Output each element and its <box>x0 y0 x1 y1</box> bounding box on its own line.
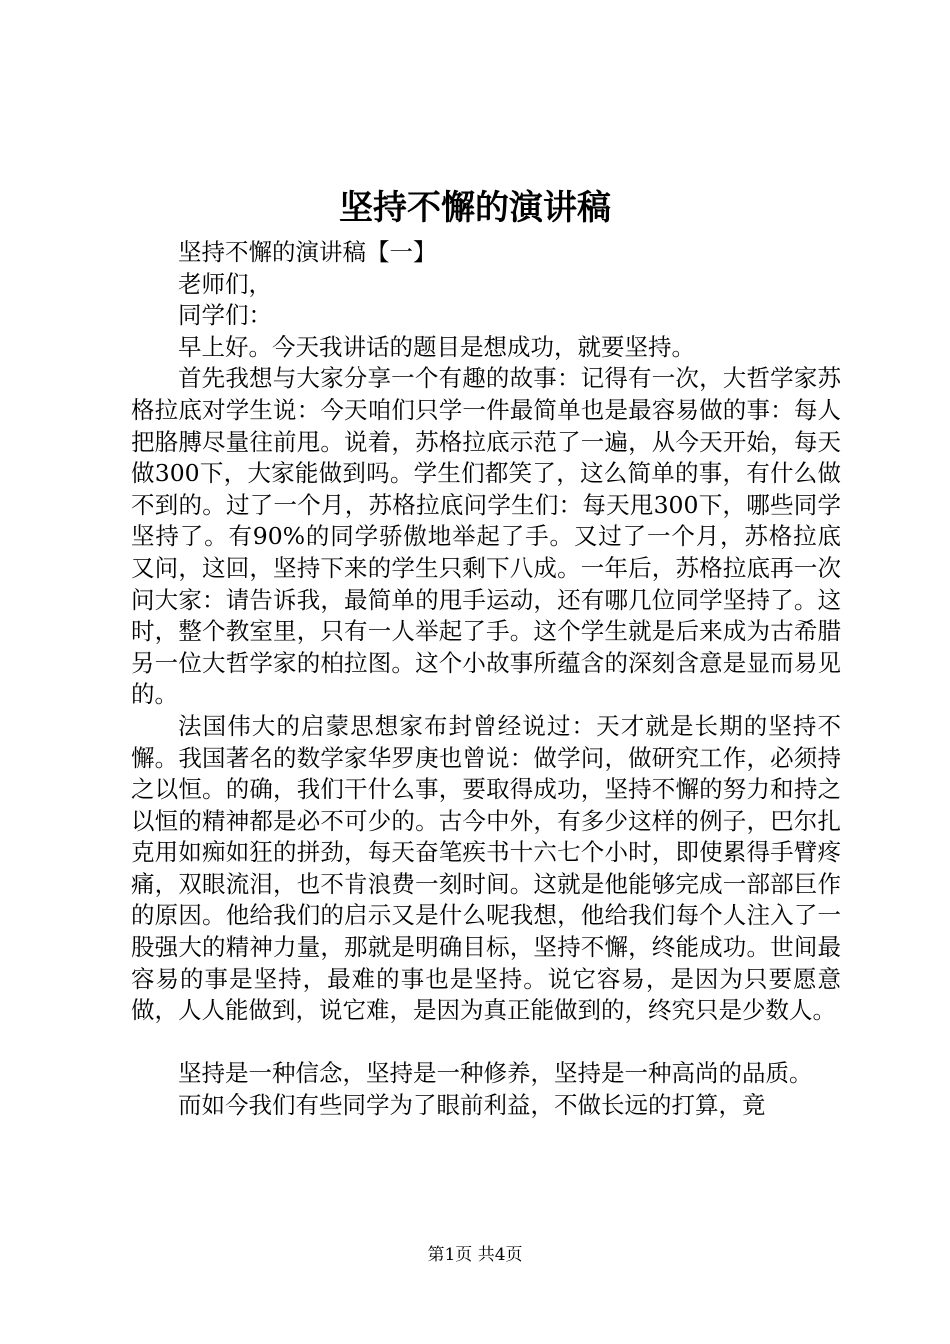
quotes-paragraph: 法国伟大的启蒙思想家布封曾经说过：天才就是长期的坚持不懈。我国著名的数学家华罗庚也曾说：做学问，做研究工作，必须持之以恒。的确，我们干什么事，要取得成功，坚持不懈的努力和持之以恒的精神都是必不可少的。古今中外，有多少这样的例子，巴尔扎克用如痴如狂的拼劲，每天奋笔疾书十六七个小时，即使累得手臂疼痛，双眼流泪，也不肯浪费一刻时间。这就是他能够完成一部部巨作的原因。他给我们的启示又是什么呢我想，他给我们每个人注入了一股强大的精神力量，那就是明确目标，坚持不懈，终能成功。世间最容易的事是坚持，最难的事也是坚持。说它容易，是因为只要愿意做，人人能做到，说它难，是因为真正能做到的，终究只是少数人。 <box>131 711 841 1025</box>
page-footer: 第1页 共4页 <box>427 1245 523 1265</box>
document-title: 坚持不懈的演讲稿 <box>339 188 611 228</box>
belief-paragraph: 坚持是一种信念，坚持是一种修养，坚持是一种高尚的品质。 <box>178 1059 813 1088</box>
story-paragraph: 首先我想与大家分享一个有趣的故事：记得有一次，大哲学家苏格拉底对学生说：今天咱们只学一件最简单也是最容易做的事：每人把胳膊尽量往前甩。说着，苏格拉底示范了一遍，从今天开始，每天做300下，大家能做到吗。学生们都笑了，这么简单的事，有什么做不到的。过了一个月，苏格拉底问学生们：每天甩300下，哪些同学坚持了。有90%的同学骄傲地举起了手。又过了一个月，苏格拉底又问，这回，坚持下来的学生只剩下八成。一年后，苏格拉底再一次问大家：请告诉我，最简单的甩手运动，还有哪几位同学坚持了。这时，整个教室里，只有一人举起了手。这个学生就是后来成为古希腊另一位大哲学家的柏拉图。这个小故事所蕴含的深刻含意是显而易见的。 <box>131 364 841 709</box>
salutation-teachers: 老师们， <box>178 269 272 298</box>
document-body <box>131 237 841 1122</box>
opening-paragraph: 早上好。今天我讲话的题目是想成功，就要坚持。 <box>178 332 695 361</box>
salutation-students: 同学们： <box>178 301 272 330</box>
closing-paragraph: 而如今我们有些同学为了眼前利益，不做长远的打算，竟 <box>178 1091 766 1120</box>
section-heading: 坚持不懈的演讲稿【一】 <box>178 238 437 266</box>
